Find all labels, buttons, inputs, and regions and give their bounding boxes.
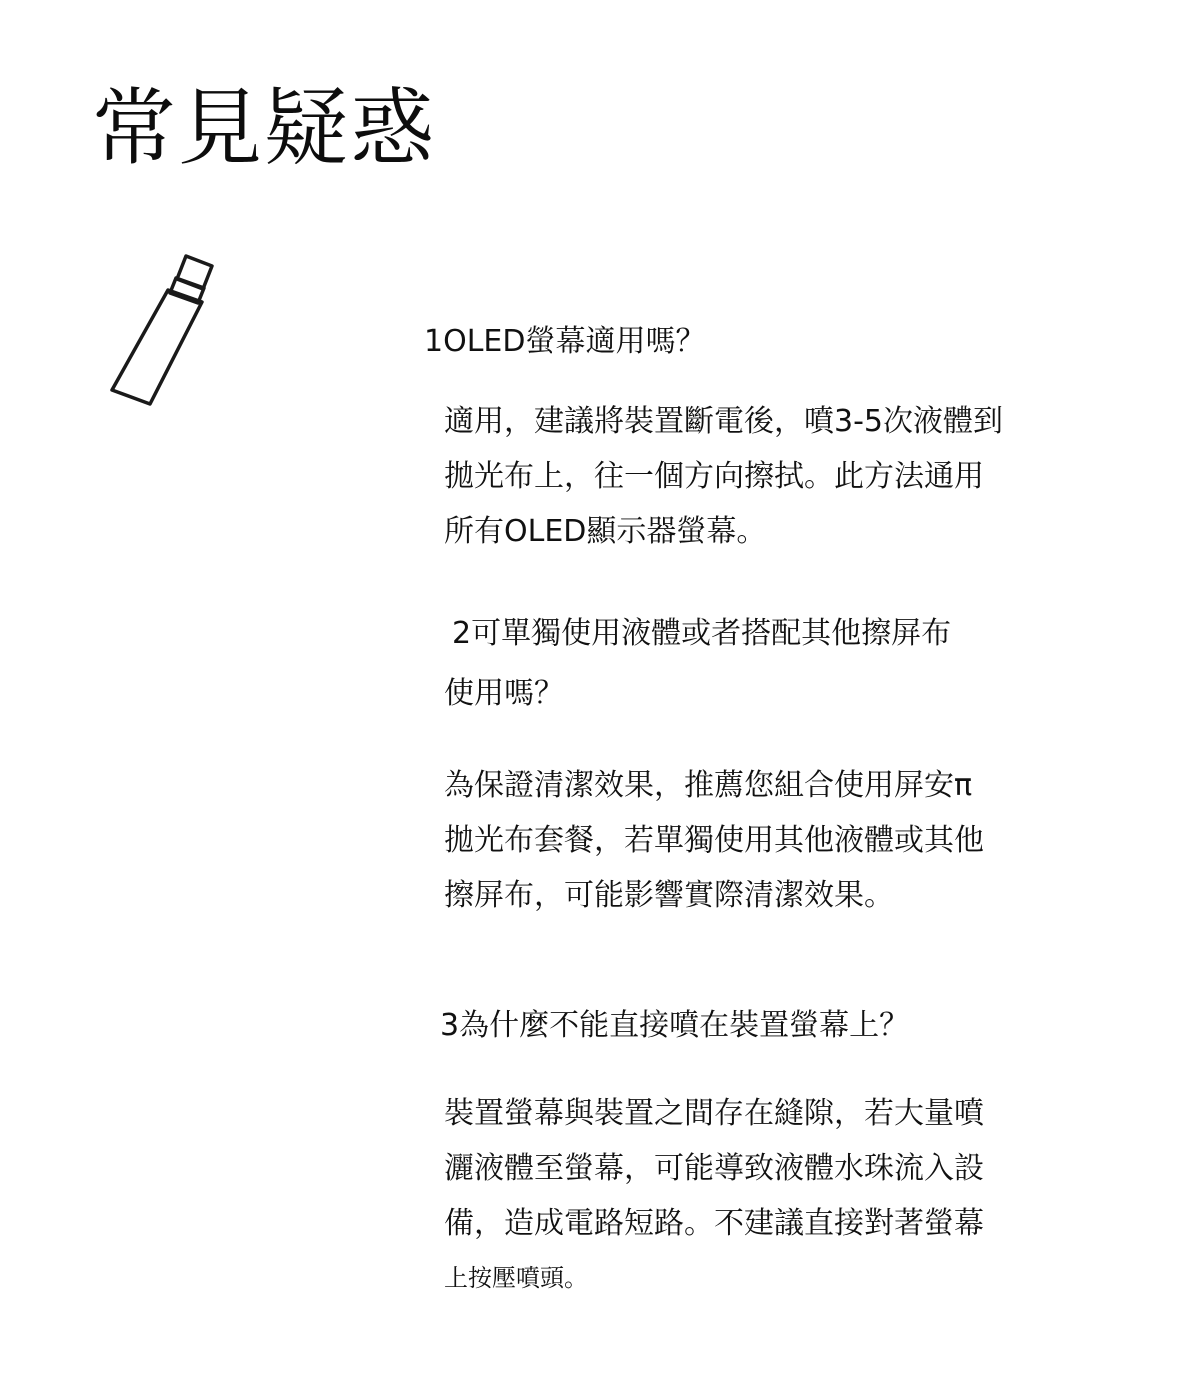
faq-question-line: 1OLED螢幕適用嗎？ [424,324,706,359]
faq-answer-line: 拋光布上，往一個方向擦拭。此方法通用 [444,459,984,494]
faq-item-3 [440,998,1124,1306]
faq-question [424,314,1124,370]
faq-answer-line: 適用，建議將裝置斷電後，噴3-5次液體到 [444,404,1003,439]
faq-question-line: 使用嗎？ [444,676,564,711]
faq-answer-line: 為保證清潔效果，推薦您組合使用屏安π [444,768,973,803]
spray-bottle-icon [100,250,230,420]
faq-answer-line: 上按壓噴頭。 [444,1264,588,1292]
faq-item-1 [424,314,1124,559]
faq-answer-line: 裝置螢幕與裝置之間存在縫隙，若大量噴 [444,1096,984,1131]
faq-question [440,998,1124,1054]
faq-answer-line: 擦屏布，可能影響實際清潔效果。 [444,878,894,913]
faq-answer-line: 拋光布套餐，若單獨使用其他液體或其他 [444,823,984,858]
faq-answer [444,1086,1124,1306]
faq-answer-line: 灑液體至螢幕，可能導致液體水珠流入設 [444,1151,984,1186]
faq-question-line: 2可單獨使用液體或者搭配其他擦屏布 [452,616,952,651]
faq-question [444,606,1124,722]
faq-answer-line: 備，造成電路短路。不建議直接對著螢幕 [444,1206,984,1241]
faq-item-2 [444,606,1124,923]
page-title: 常見疑惑 [92,79,437,177]
faq-answer [444,758,1124,923]
faq-question-line: 3為什麼不能直接噴在裝置螢幕上？ [440,1008,910,1043]
faq-answer-line: 所有OLED顯示器螢幕。 [444,514,767,549]
faq-answer [444,394,1124,559]
